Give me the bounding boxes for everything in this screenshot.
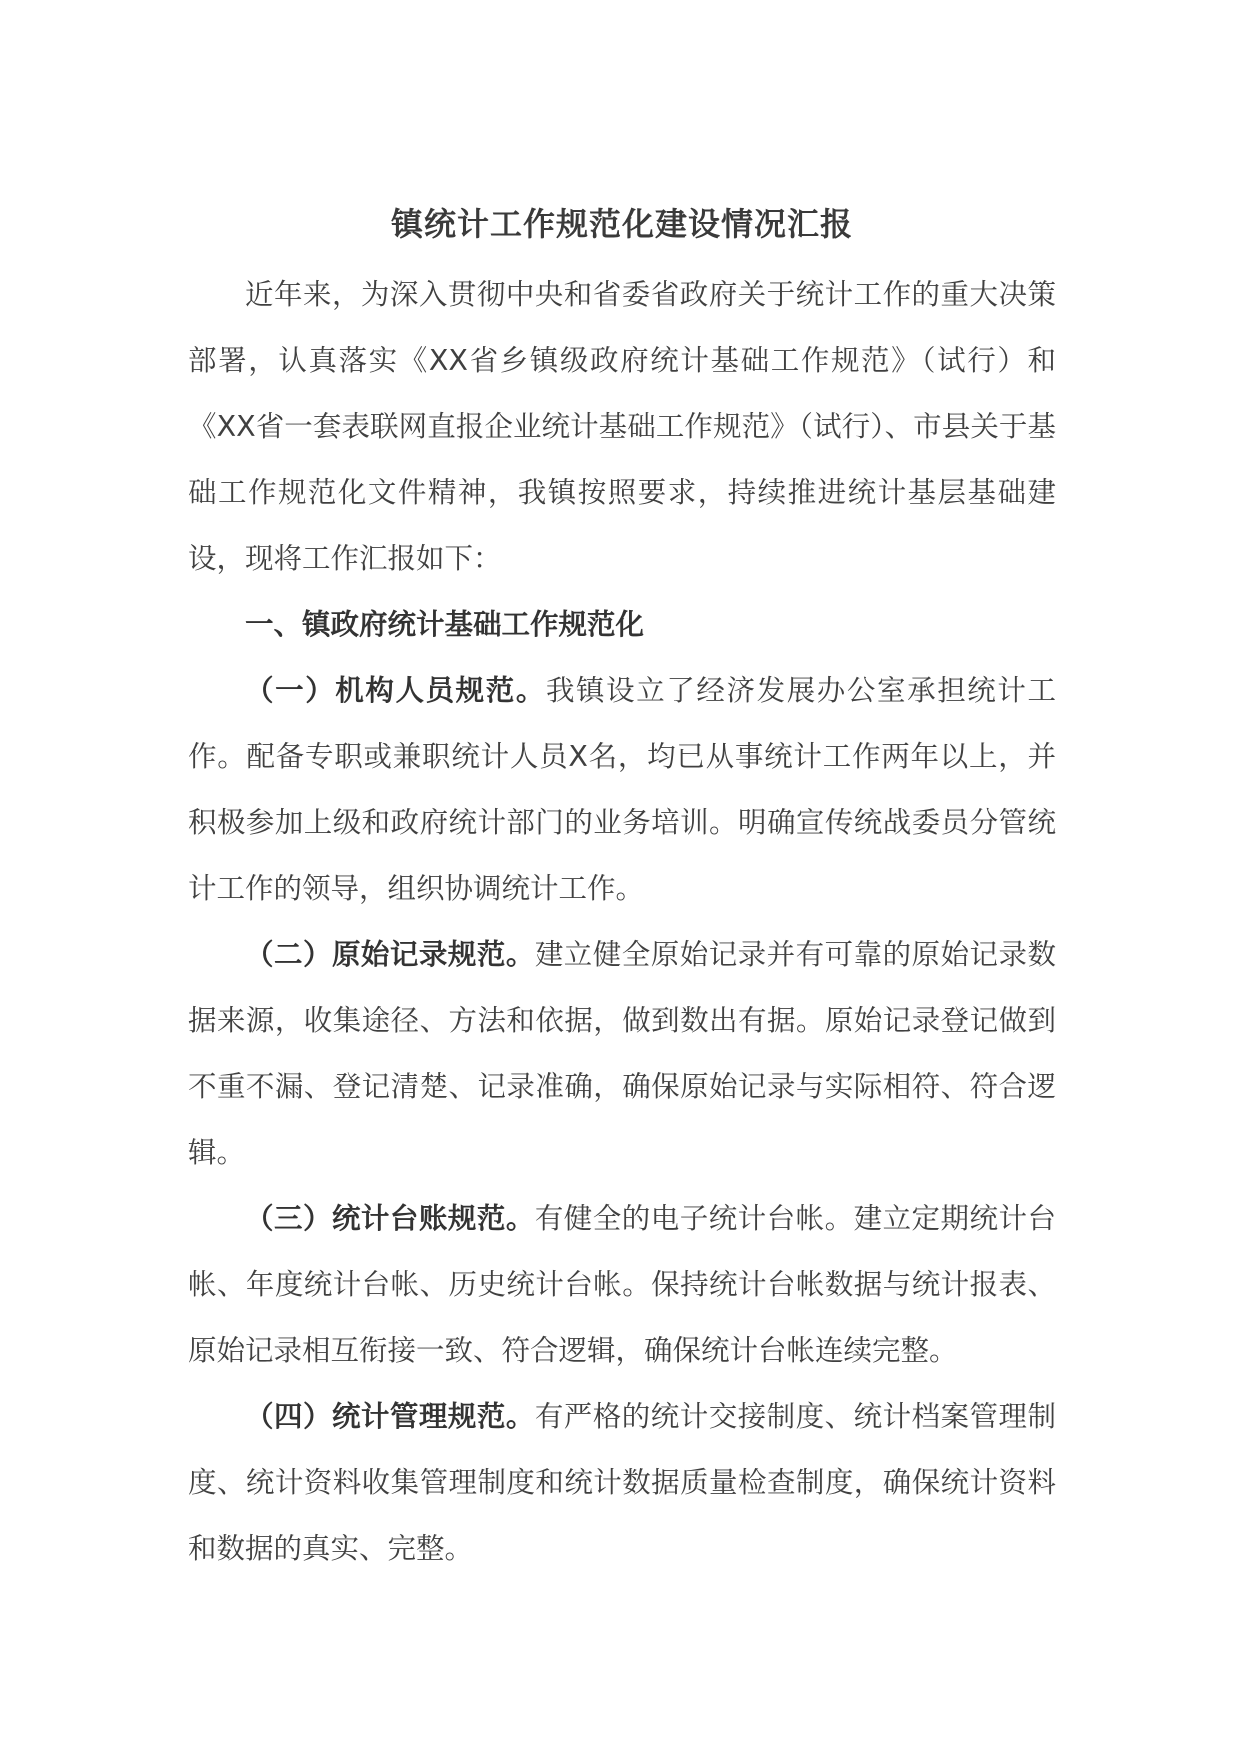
item-text: 有健全的电子统计台帐。建立定期统计台帐、年度统计台帐、历史统计台帐。保持统计台帐数据与统计报表、原始记录相互衔接一致、符合逻辑，确保统计台帐连续完整。	[188, 1202, 1056, 1367]
document-title: 镇统计工作规范化建设情况汇报	[390, 205, 853, 243]
item-lead: （三）统计台账规范。	[245, 1202, 535, 1235]
item-lead: （一）机构人员规范。	[245, 674, 546, 707]
document-body	[188, 200, 1056, 1582]
item-paragraph-1	[188, 658, 1056, 922]
intro-paragraph: 近年来，为深入贯彻中央和省委省政府关于统计工作的重大决策部署，认真落实《XX省乡镇级政府统计基础工作规范》（试行）和《XX省一套表联网直报企业统计基础工作规范》（试行）、市县关于基础工作规范化文件精神，我镇按照要求，持续推进统计基层基础建设，现将工作汇报如下：	[188, 278, 1056, 575]
item-paragraph-2	[188, 922, 1056, 1186]
item-lead: （二）原始记录规范。	[245, 938, 535, 971]
item-paragraph-4	[188, 1384, 1056, 1582]
item-text: 我镇设立了经济发展办公室承担统计工作。配备专职或兼职统计人员X名，均已从事统计工作两年以上，并积极参加上级和政府统计部门的业务培训。明确宣传统战委员分管统计工作的领导，组织协调统计工作。	[188, 674, 1056, 905]
item-lead: （四）统计管理规范。	[245, 1400, 535, 1433]
item-text: 建立健全原始记录并有可靠的原始记录数据来源，收集途径、方法和依据，做到数出有据。原始记录登记做到不重不漏、登记清楚、记录准确，确保原始记录与实际相符、符合逻辑。	[188, 938, 1056, 1169]
item-text: 有严格的统计交接制度、统计档案管理制度、统计资料收集管理制度和统计数据质量检查制度，确保统计资料和数据的真实、完整。	[188, 1400, 1056, 1565]
item-paragraph-3	[188, 1186, 1056, 1384]
section-heading: 一、镇政府统计基础工作规范化	[245, 608, 645, 641]
